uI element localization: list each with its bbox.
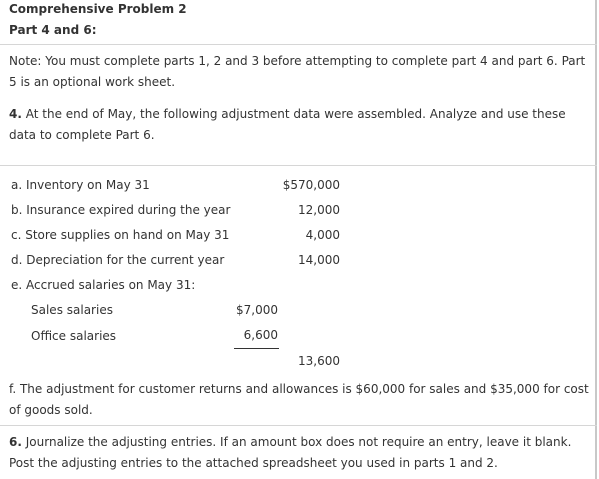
problem-title: Comprehensive Problem 2 — [9, 2, 187, 16]
part6-divider — [0, 425, 597, 426]
adjustment-c-amount: 4,000 — [305, 228, 340, 242]
adjustment-a-label: a. Inventory on May 31 — [11, 178, 150, 192]
sales-salaries-label: Sales salaries — [31, 303, 113, 317]
adjustment-b-amount: 12,000 — [298, 203, 340, 217]
sales-salaries-amount: $7,000 — [236, 303, 278, 317]
adjustment-b-label: b. Insurance expired during the year — [11, 203, 231, 217]
part6-instructions — [9, 432, 591, 474]
problem-subtitle: Part 4 and 6: — [9, 23, 97, 37]
office-salaries-amount: 6,600 — [243, 328, 278, 342]
adjustment-d-amount: 14,000 — [298, 253, 340, 267]
section-divider — [0, 165, 597, 166]
part4-text: At the end of May, the following adjustment data were assembled. Analyze and use these data to complete Part 6. — [9, 107, 566, 142]
subtotal-underline — [234, 348, 279, 349]
adjustment-c-label: c. Store supplies on hand on May 31 — [11, 228, 230, 242]
part4-number: 4. — [9, 107, 22, 121]
right-border — [595, 0, 597, 479]
header-divider — [0, 44, 597, 45]
adjustment-d-label: d. Depreciation for the current year — [11, 253, 225, 267]
part6-text: Journalize the adjusting entries. If an amount box does not require an entry, leave it blank. Post the adjusting entries to the attached spreadsheet you used in parts 1 and 2. — [9, 435, 572, 470]
adjustment-e-label: e. Accrued salaries on May 31: — [11, 278, 196, 292]
part6-number: 6. — [9, 435, 22, 449]
part4-instructions — [9, 104, 591, 146]
adjustment-a-amount: $570,000 — [282, 178, 340, 192]
accrued-salaries-total: 13,600 — [298, 354, 340, 368]
adjustment-f-text: f. The adjustment for customer returns and allowances is $60,000 for sales and $35,000 for cost of goods sold. — [9, 382, 589, 417]
office-salaries-label: Office salaries — [31, 329, 117, 343]
note-text: Note: You must complete parts 1, 2 and 3 before attempting to complete part 4 and part 6. Part 5 is an optional work sheet. — [9, 54, 586, 89]
